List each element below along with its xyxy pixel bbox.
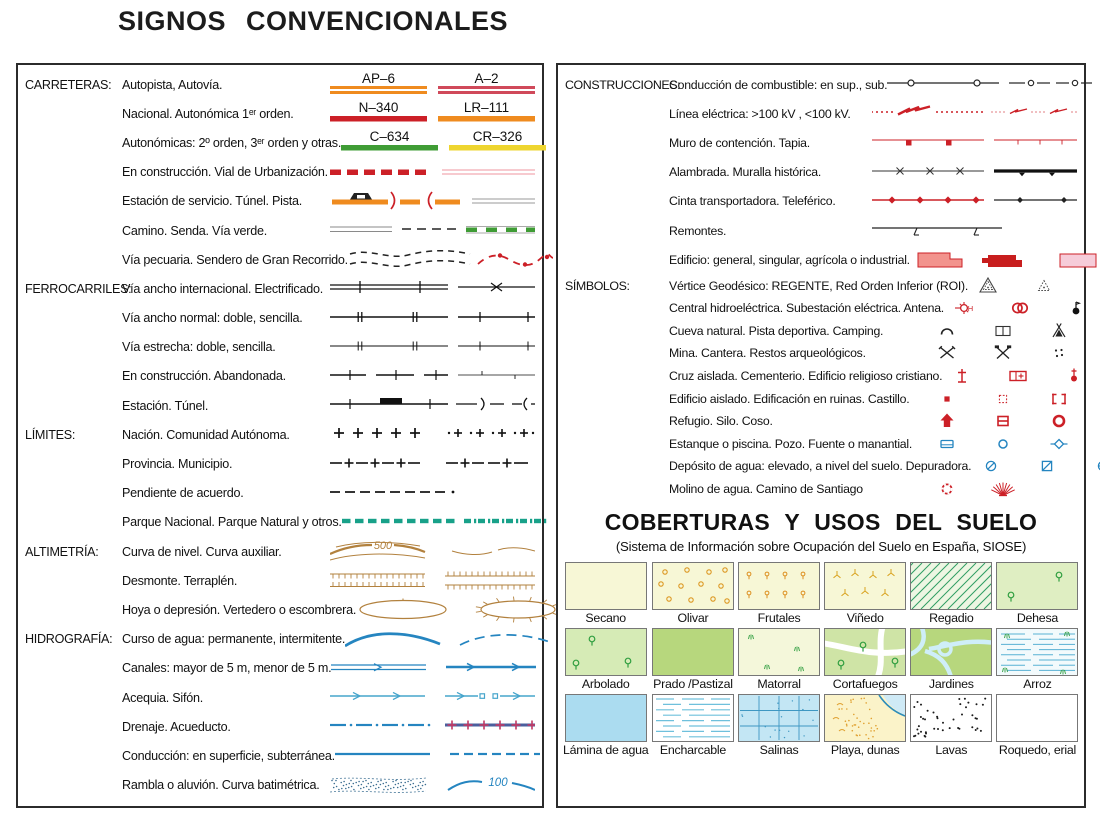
legend-row-label: Autopista, Autovía. — [122, 77, 223, 92]
contour-lines-symbol — [330, 537, 535, 566]
landuse-encharcable — [651, 694, 734, 757]
boundary-nation-autonomous-community-symbol — [330, 420, 535, 449]
canals-major-minor-symbol — [331, 654, 536, 683]
road-badges-symbol — [330, 99, 535, 128]
archaeological-remains-icon — [1055, 349, 1063, 357]
legend-row — [565, 432, 1077, 455]
legend-row-label: Estación. Túnel. — [122, 398, 209, 413]
legend-row — [565, 274, 1077, 297]
landuse-secano — [563, 562, 648, 625]
legend-row-label: Cruz aislada. Cementerio. Edificio religioso cristiano. — [669, 368, 943, 383]
legend-row-label: Depósito de agua: elevado, a nivel del suelo. Depuradora. — [669, 459, 972, 474]
legend-row-label: Camino. Senda. Vía verde. — [122, 223, 267, 238]
legend-row — [565, 365, 1077, 388]
legend-row-label: Desmonte. Terraplén. — [122, 573, 238, 588]
landuse-swatch-lavas — [910, 694, 992, 742]
cut-embankment-symbol — [330, 566, 535, 595]
drainage-aqueduct-symbol — [330, 712, 535, 741]
section-label: FERROCARRILES: — [25, 281, 132, 296]
legend-row — [565, 128, 1077, 157]
legend-row-label: Vértice Geodésico: REGENTE, Red Orden Inferior (ROI). — [669, 278, 969, 293]
legend-row-label: Molino de agua. Camino de Santiago — [669, 481, 863, 496]
landuse-label: Roquedo, erial — [998, 743, 1076, 758]
landuse-swatch-salinas — [738, 694, 820, 742]
bullring-icon — [1054, 416, 1064, 426]
legend-row-label: Estanque o piscina. Pozo. Fuente o manantial. — [669, 436, 913, 451]
boundary-province-municipality-symbol — [330, 450, 535, 479]
symbol-glyphs — [971, 455, 1100, 477]
legend-row — [565, 70, 1077, 99]
landuse-swatch-arroz — [996, 628, 1078, 676]
legend-row — [25, 304, 535, 333]
landuse-label: Salinas — [759, 743, 799, 758]
rail-narrow-double-single-symbol — [330, 333, 535, 362]
legend-row-label: Remontes. — [669, 223, 727, 238]
landuse-swatch-regadio — [910, 562, 992, 610]
rail-station-tunnel-symbol — [330, 391, 535, 420]
legend-row-label: Conducción de combustible: en sup., sub. — [669, 77, 888, 92]
legend-row-label: En construcción. Abandonada. — [122, 369, 286, 384]
landuse-label: Frutales — [757, 611, 801, 626]
landuse-label: Dehesa — [1016, 611, 1059, 626]
landuse-swatch-cortafuegos — [824, 628, 906, 676]
landuse-label: Arroz — [1023, 677, 1052, 692]
symbol-glyphs — [942, 365, 1092, 387]
landuse-regadio — [910, 562, 993, 625]
landuse-label: Arbolado — [581, 677, 630, 692]
legend-row — [25, 99, 535, 128]
legend-row — [565, 187, 1077, 216]
legend-row-label: Provincia. Municipio. — [122, 457, 233, 472]
conveyor-cableway-symbol — [872, 187, 1077, 216]
spring-icon — [1051, 439, 1068, 448]
legend-row-label: Conducción: en superficie, subterránea. — [122, 748, 335, 763]
legend-row — [25, 741, 535, 770]
landuse-lavas — [910, 694, 993, 757]
legend-row — [25, 712, 535, 741]
landuse-label: Lavas — [935, 743, 968, 758]
landuse-label: Viñedo — [846, 611, 884, 626]
landuse-label: Prado /Pastizal — [653, 677, 733, 692]
svg-text:AP–6: AP–6 — [361, 71, 396, 87]
landuse-label: Lámina de agua — [563, 743, 649, 758]
quarry-icon — [995, 346, 1011, 359]
legend-row-label: Vía pecuaria. Sendero de Gran Recorrido. — [122, 252, 348, 267]
power-line-symbol — [872, 99, 1077, 128]
legend-row-label: Vía estrecha: doble, sencilla. — [122, 340, 276, 355]
landuse-swatch-dehesa — [996, 562, 1078, 610]
legend-row-label: Rambla o aluvión. Curva batimétrica. — [122, 778, 320, 793]
christian-religious-building-icon — [1071, 368, 1077, 381]
legend-row — [565, 158, 1077, 187]
legend-row — [565, 99, 1077, 128]
landuse-grid — [558, 554, 1084, 757]
svg-text:500: 500 — [373, 540, 393, 553]
cemetery-icon — [1010, 371, 1026, 380]
svg-text:A–2: A–2 — [474, 71, 499, 87]
legend-row-label: Canales: mayor de 5 m, menor de 5 m. — [122, 661, 332, 676]
legend-row-label: Mina. Cantera. Restos arqueológicos. — [669, 346, 866, 361]
boundary-parks-symbol — [342, 508, 547, 537]
section-label: HIDROGRAFÍA: — [25, 632, 113, 647]
legend-row — [25, 391, 535, 420]
legend-row — [25, 362, 535, 391]
landuse-swatch-arbolado — [565, 628, 647, 676]
landuse-label: Olivar — [677, 611, 709, 626]
svg-text:C–634: C–634 — [369, 129, 410, 145]
path-trail-greenway-symbol — [330, 216, 535, 245]
legend-row — [25, 625, 535, 654]
legend-row-label: Acequia. Sifón. — [122, 690, 203, 705]
legend-row — [565, 387, 1077, 410]
landuse-playa-dunas — [824, 694, 907, 757]
ski-lifts-symbol — [872, 216, 1077, 245]
legend-row-label: Línea eléctrica: >100 kV , <100 kV. — [669, 106, 851, 121]
legend-row — [565, 216, 1077, 245]
isolated-cross-icon — [958, 369, 966, 382]
landuse-roquedo-erial — [996, 694, 1079, 757]
legend-row-label: Curso de agua: permanente, intermitente. — [122, 632, 346, 647]
landuse-swatch-prado — [652, 628, 734, 676]
legend-row-label: Central hidroeléctrica. Subestación eléctrica. Antena. — [669, 301, 944, 316]
landuse-label: Cortafuegos — [832, 677, 898, 692]
water-tank-ground-icon — [1043, 462, 1052, 471]
symbol-glyphs — [927, 433, 1077, 455]
road-construction-urbanization-symbol — [330, 158, 535, 187]
legend-row-label: Curva de nivel. Curva auxiliar. — [122, 544, 282, 559]
natural-cave-icon — [942, 329, 953, 335]
legend-row — [565, 410, 1077, 433]
legend-row-label: Cueva natural. Pista deportiva. Camping. — [669, 323, 884, 338]
right-legend-rows — [558, 65, 1084, 500]
landuse-swatch-matorral — [738, 628, 820, 676]
landuse-swatch-roquedo — [996, 694, 1078, 742]
legend-row — [565, 320, 1077, 343]
legend-row — [25, 420, 535, 449]
landuse-label: Matorral — [757, 677, 801, 692]
water-tank-elevated-icon — [987, 462, 996, 471]
rail-international-electrified-symbol — [330, 274, 535, 303]
symbol-glyphs — [944, 297, 1094, 319]
symbol-glyphs — [927, 320, 1077, 342]
livestock-route-gr-trail-symbol — [348, 245, 553, 274]
isolated-building-icon — [944, 396, 949, 401]
boundary-pending-agreement-symbol — [330, 479, 535, 508]
legend-row-label: Alambrada. Muralla histórica. — [669, 165, 821, 180]
electric-substation-icon — [1013, 304, 1027, 313]
coberturas-subtitle: (Sistema de Información sobre Ocupación del Suelo en España, SIOSE) — [615, 539, 1027, 555]
landuse-label: Playa, dunas — [830, 743, 900, 758]
legend-row — [25, 333, 535, 362]
santiago-scallop-icon — [991, 482, 1014, 495]
landuse-swatch-lamina — [565, 694, 647, 742]
legend-row — [25, 128, 535, 157]
silo-icon — [998, 417, 1008, 426]
landuse-prado-pastizal — [651, 628, 734, 691]
landuse-viñedo — [824, 562, 907, 625]
section-label: CONSTRUCCIONES: — [565, 77, 681, 92]
legend-row — [565, 297, 1077, 320]
legend-row-label: Edificio aislado. Edificación en ruinas. Castillo. — [669, 391, 910, 406]
landuse-swatch-secano — [565, 562, 647, 610]
symbol-glyphs — [927, 478, 1077, 500]
landuse-swatch-vinedo — [824, 562, 906, 610]
landuse-matorral — [738, 628, 821, 691]
legend-row — [25, 245, 535, 274]
landuse-dehesa — [996, 562, 1079, 625]
landuse-frutales — [738, 562, 821, 625]
buildings-symbol — [910, 245, 1100, 274]
geodesic-vertex-roi-icon — [1039, 280, 1050, 290]
legend-row-label: Pendiente de acuerdo. — [122, 486, 244, 501]
landuse-arroz — [996, 628, 1079, 691]
legend-row-label: Estación de servicio. Túnel. Pista. — [122, 194, 303, 209]
legend-row-label: Vía ancho internacional. Electrificado. — [122, 281, 323, 296]
legend-row — [25, 449, 535, 478]
legend-row — [25, 537, 535, 566]
castle-icon — [1052, 393, 1066, 404]
sports-field-icon — [996, 326, 1010, 335]
landuse-jardines — [910, 628, 993, 691]
retaining-wall-fence-symbol — [872, 128, 1077, 157]
legend-row-label: Drenaje. Acueducto. — [122, 719, 231, 734]
legend-row — [565, 245, 1077, 274]
landuse-olivar — [651, 562, 734, 625]
landuse-cortafuegos — [824, 628, 907, 691]
section-label: ALTIMETRÍA: — [25, 544, 99, 559]
symbol-glyphs — [927, 388, 1077, 410]
pond-or-pool-icon — [941, 440, 953, 447]
landuse-swatch-encharcable — [652, 694, 734, 742]
symbol-glyphs — [927, 342, 1077, 364]
symbol-glyphs — [927, 410, 1077, 432]
svg-text:100: 100 — [488, 776, 508, 789]
rail-construction-abandoned-symbol — [330, 362, 535, 391]
landuse-swatch-jardines — [910, 628, 992, 676]
legend-row — [25, 70, 535, 99]
legend-row — [25, 274, 535, 303]
left-legend-rows — [18, 65, 542, 800]
landuse-salinas — [738, 694, 821, 757]
watercourse-permanent-intermittent-symbol — [345, 625, 550, 654]
landuse-lámina-de-agua — [563, 694, 648, 757]
landuse-swatch-playa — [824, 694, 906, 742]
legend-row — [25, 771, 535, 800]
legend-row-label: Edificio: general, singular, agrícola o industrial. — [669, 252, 910, 267]
right-legend-panel — [556, 63, 1086, 808]
svg-text:H: H — [967, 304, 974, 314]
legend-row — [25, 654, 535, 683]
landuse-label: Secano — [585, 611, 626, 626]
building-in-ruins-icon — [999, 395, 1006, 402]
legend-row — [25, 479, 535, 508]
legend-row — [25, 216, 535, 245]
legend-row — [565, 478, 1077, 501]
legend-row — [25, 683, 535, 712]
legend-row — [25, 508, 535, 537]
fuel-pipeline-symbol — [887, 70, 1092, 99]
landuse-swatch-frutales — [738, 562, 820, 610]
left-legend-panel — [16, 63, 544, 808]
legend-row-label: Nación. Comunidad Autónoma. — [122, 427, 290, 442]
section-label: CARRETERAS: — [25, 77, 112, 92]
legend-row — [565, 342, 1077, 365]
hydroelectric-plant-icon — [955, 302, 973, 314]
svg-text:LR–111: LR–111 — [463, 100, 510, 116]
landuse-label: Encharcable — [659, 743, 726, 758]
legend-row-label: Refugio. Silo. Coso. — [669, 414, 773, 429]
legend-row — [25, 566, 535, 595]
landuse-label: Regadio — [929, 611, 974, 626]
legend-row — [25, 187, 535, 216]
well-icon — [999, 440, 1007, 448]
legend-row — [25, 158, 535, 187]
legend-row-label: Vía ancho normal: doble, sencilla. — [122, 311, 303, 326]
legend-row-label: Muro de contención. Tapia. — [669, 135, 810, 150]
antenna-icon — [1073, 302, 1080, 314]
road-badges-symbol — [330, 70, 535, 99]
legend-row-label: En construcción. Vial de Urbanización. — [122, 165, 328, 180]
legend-row — [565, 455, 1077, 478]
legend-row — [25, 595, 535, 624]
legend-row-label: Nacional. Autonómica 1ᵉʳ orden. — [122, 106, 294, 121]
svg-text:CR–326: CR–326 — [472, 129, 523, 145]
refuge-icon — [941, 414, 954, 428]
legend-row-label: Autonómicas: 2º orden, 3ᵉʳ orden y otras. — [122, 135, 342, 150]
wire-fence-historic-wall-symbol — [872, 158, 1077, 187]
page-title: SIGNOS CONVENCIONALES — [118, 6, 509, 36]
depression-dump-symbol — [356, 595, 561, 624]
symbol-glyphs — [968, 275, 1100, 297]
road-badges-symbol — [341, 128, 546, 157]
legend-row-label: Hoya o depresión. Vertedero o escombrera. — [122, 602, 357, 617]
svg-text:N–340: N–340 — [358, 100, 399, 116]
campsite-icon — [1053, 323, 1065, 337]
section-label: LÍMITES: — [25, 427, 76, 442]
service-station-tunnel-track-symbol — [330, 187, 535, 216]
coberturas-title: COBERTURAS Y USOS DEL SUELO — [604, 509, 1038, 536]
legend-row-label: Parque Nacional. Parque Natural y otros. — [122, 515, 342, 530]
landuse-arbolado — [563, 628, 648, 691]
section-label: SÍMBOLOS: — [565, 278, 630, 293]
mine-icon — [939, 347, 955, 359]
legend-row-label: Cinta transportadora. Teleférico. — [669, 194, 836, 209]
landuse-label: Jardines — [928, 677, 974, 692]
irrigation-ditch-siphon-symbol — [330, 683, 535, 712]
landuse-swatch-olivar — [652, 562, 734, 610]
geodesic-vertex-regente-icon — [980, 278, 996, 292]
wash-bathymetric-symbol — [330, 771, 535, 800]
water-mill-icon — [942, 484, 951, 493]
water-pipe-surface-underground-symbol — [335, 741, 540, 770]
rail-standard-double-single-symbol — [330, 304, 535, 333]
